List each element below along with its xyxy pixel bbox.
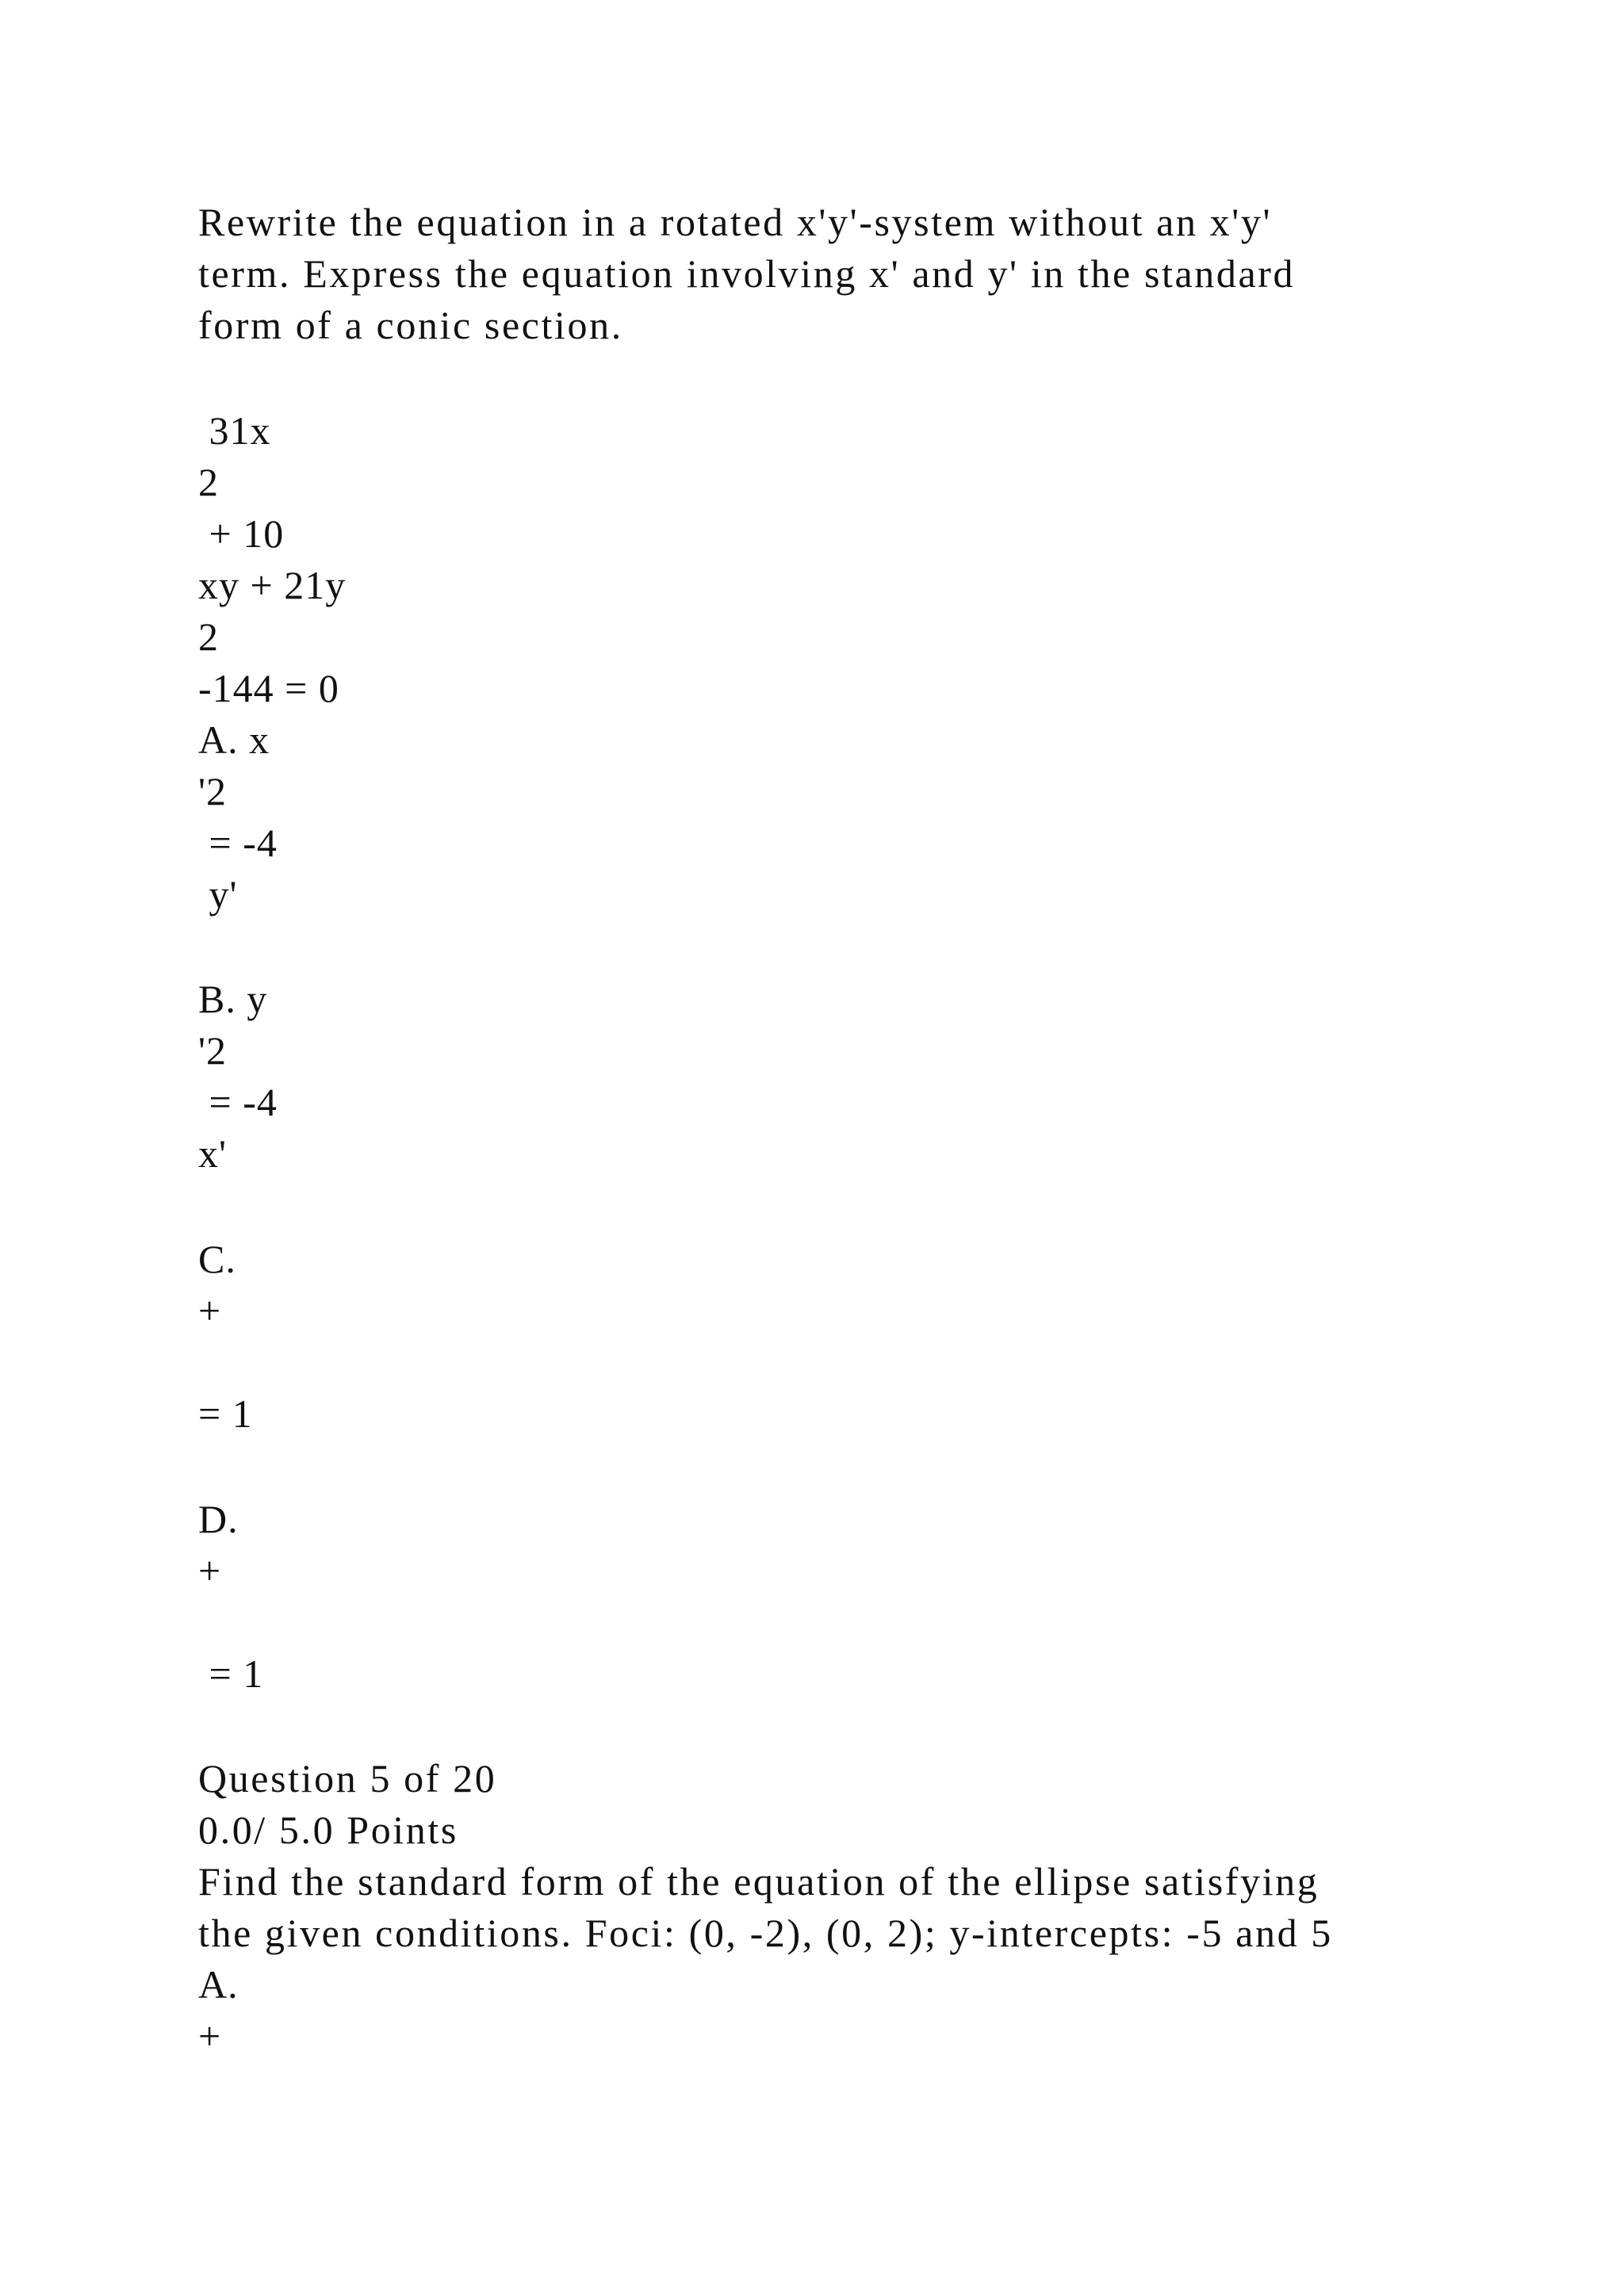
q4-prompt-line-2: term. Express the equation involving x' and y' in the standard	[198, 251, 1296, 296]
q5-header: Question 5 of 20	[198, 1756, 497, 1800]
q4-option-a-label: A. x	[198, 718, 270, 762]
q4-option-a-line-3: = -4	[198, 821, 278, 865]
q4-option-d-equals: = 1	[198, 1651, 264, 1696]
q5-option-a-label: A.	[198, 1962, 239, 2007]
q4-prompt-line-1: Rewrite the equation in a rotated x'y'-system without an x'y'	[198, 200, 1273, 244]
q5-prompt-line-1: Find the standard form of the equation of the ellipse satisfying	[198, 1859, 1320, 1904]
q4-equation-line-1: 31x	[198, 408, 271, 453]
q4-equation-line-5: 2	[198, 614, 219, 659]
q4-option-a-line-4: y'	[198, 872, 238, 916]
q4-prompt-line-3: form of a conic section.	[198, 303, 623, 347]
q4-option-d-label: D.	[198, 1497, 239, 1541]
q4-option-d-plus: +	[198, 1548, 222, 1593]
q4-option-b-line-3: = -4	[198, 1080, 278, 1124]
q4-option-c-plus: +	[198, 1288, 222, 1333]
q5-prompt-line-2: the given conditions. Foci: (0, -2), (0, 2); y-intercepts: -5 and 5	[198, 1911, 1333, 1955]
q4-option-c-label: C.	[198, 1237, 236, 1281]
q4-equation-line-2: 2	[198, 460, 219, 504]
q4-equation-line-3: + 10	[198, 511, 285, 556]
q4-option-b-label: B. y	[198, 977, 268, 1021]
q4-equation-line-4: xy + 21y	[198, 563, 347, 607]
q5-points: 0.0/ 5.0 Points	[198, 1808, 458, 1852]
q4-option-a-line-2: '2	[198, 769, 228, 813]
q4-option-b-line-4: x'	[198, 1131, 228, 1176]
q4-option-c-equals: = 1	[198, 1391, 253, 1436]
q5-option-a-plus: +	[198, 2014, 222, 2058]
q4-equation-line-6: -144 = 0	[198, 666, 339, 710]
q4-option-b-line-2: '2	[198, 1028, 228, 1073]
